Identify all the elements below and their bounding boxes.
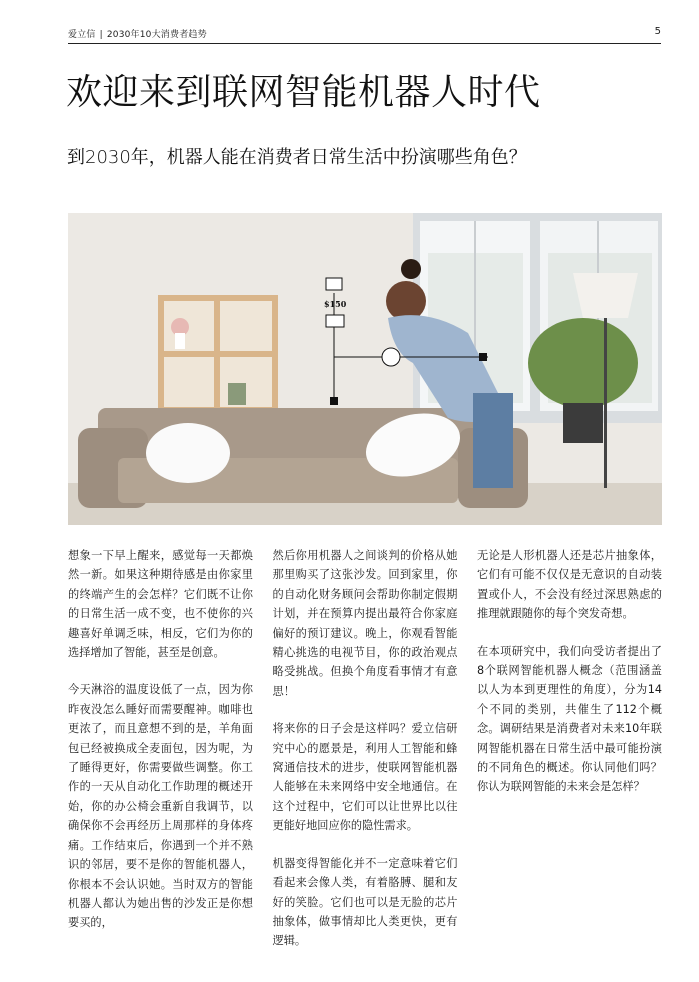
column-1 — [68, 546, 253, 969]
paragraph: 机器变得智能化并不一定意味着它们看起来会像人类，有着胳膊、腿和友好的笑脸。它们也可以是无脸的芯片抽象体，做事情却比人类更快，更有逻辑。 — [272, 856, 458, 948]
header-separator: | — [99, 30, 103, 40]
paragraph: 今天淋浴的温度设低了一点，因为你昨夜没怎么睡好而需要醒神。咖啡也更浓了，而且意想不到的是，羊角面包已经被换成全麦面包，因为呢，为了睡得更好，你需要做些调整。你工作的一天从自动化工作助理的概述开始，你的办公椅会重新自我调节，以确保你不会再经历上周那样的身体疼痛。工作结束后，你遇到一个并不熟识的邻居，要不是你的智能机器人，你根本不会认识她。当时双方的智能机器人都认为她出售的沙发正是你想要买的， — [68, 683, 253, 930]
header-rule — [68, 43, 661, 44]
chip-icon — [382, 348, 400, 366]
brand-name: 爱立信 — [68, 30, 96, 40]
handshake-icon — [326, 315, 344, 327]
column-2 — [273, 546, 458, 969]
paragraph: 在本项研究中，我们向受访者提出了8个联网智能机器人概念（范围涵盖以人为本到更理性的角度），分为14个不同的类别，共催生了112个概念。调研结果是消费者对未来10年联网智能机器在日常生活中最可能扮演的不同角色的概述。你认同他们吗？你认为联网智能的未来会是怎样？ — [477, 644, 662, 794]
paragraph: 无论是人形机器人还是芯片抽象体，它们有可能不仅仅是无意识的自动装置或仆人，不会没有经过深思熟虑的推理就跟随你的每个突发奇想。 — [477, 549, 662, 621]
page-title: 欢迎来到联网智能机器人时代 — [66, 72, 541, 113]
column-3 — [477, 546, 662, 969]
paragraph: 将来你的日子会是这样吗？爱立信研究中心的愿景是，利用人工智能和蜂窝通信技术的进步，使联网智能机器人能够在未来网络中安全地通信。在这个过程中，它们可以让世界比以往更能好地回应你的隐性需求。 — [272, 722, 458, 833]
document-title: 2030年10大消费者趋势 — [106, 30, 207, 40]
price-label: $150 — [324, 299, 347, 309]
page-subtitle: 到2030年，机器人能在消费者日常生活中扮演哪些角色？ — [67, 147, 527, 168]
page-number: 5 — [654, 26, 661, 37]
running-header — [68, 27, 207, 40]
body-columns — [68, 546, 662, 969]
hero-photo — [68, 213, 662, 525]
price-tag-icon — [326, 278, 342, 290]
paragraph: 然后你用机器人之间谈判的价格从她那里购买了这张沙发。回到家里，你的自动化财务顾问会帮助你制定假期计划，并在预算内提出最符合你家庭偏好的预订建议。晚上，你观看智能精心挑选的电视节目，你的政治观点略受挑战。但换个角度看事情才有意思！ — [272, 549, 458, 698]
paragraph: 想象一下早上醒来，感觉每一天都焕然一新。如果这种期待感是由你家里的终端产生的会怎样？它们既不让你的日常生活一成不变，也不使你的兴趣喜好单调乏味，相反，它们为你的选择增加了智能，甚至是创意。 — [68, 549, 253, 660]
living-room-illustration — [68, 213, 662, 525]
